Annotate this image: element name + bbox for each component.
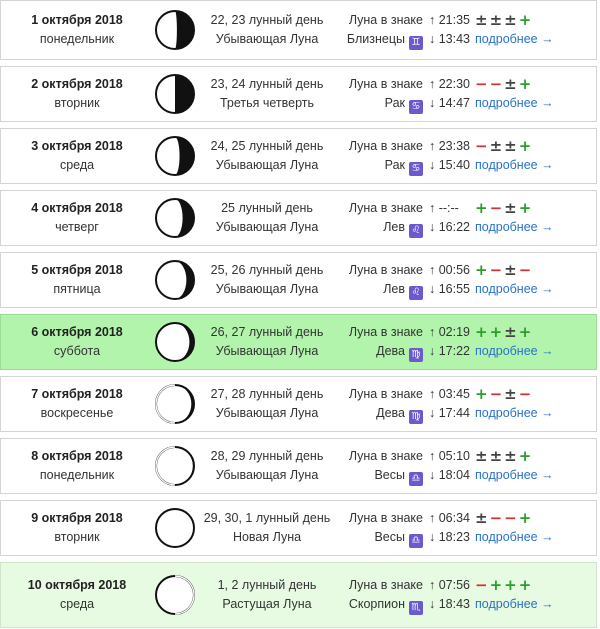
rating-mark: ±: [475, 509, 490, 527]
weekday-label: понедельник: [39, 468, 115, 482]
rating-mark: +: [475, 199, 490, 217]
day-row: [0, 562, 597, 628]
zodiac-sign-label: Дева: [376, 405, 405, 420]
last-quarter-icon: [151, 67, 199, 121]
rating-mark: −: [475, 137, 490, 155]
lunar-day-label: 25 лунный день: [221, 201, 313, 215]
lunar-day-cell: [201, 191, 333, 245]
rating-mark: −: [475, 576, 490, 594]
more-link[interactable]: подробнее →: [475, 282, 554, 296]
rating-mark: ±: [504, 447, 519, 465]
weekday-label: среда: [59, 597, 95, 611]
waning-crescent-icon: [151, 253, 199, 307]
rating-mark: ±: [504, 11, 519, 29]
more-link[interactable]: подробнее →: [475, 530, 554, 544]
date-cell: [1, 1, 153, 59]
moon-phase-label: Убывающая Луна: [215, 468, 319, 482]
moonset-time: ↓ 13:43: [429, 32, 471, 46]
ratings-cell: [475, 501, 595, 555]
waning-crescent-icon: [151, 439, 199, 493]
rating-mark: ±: [504, 137, 519, 155]
moon-phase-label: Третья четверть: [219, 96, 315, 110]
sign-prefix-label: Луна в знаке: [348, 510, 423, 525]
sign-prefix-label: Луна в знаке: [348, 324, 423, 339]
moonset-time: ↓ 16:55: [429, 282, 471, 296]
rating-mark: +: [518, 509, 534, 527]
rating-mark: −: [489, 385, 505, 403]
rise-set-cell: [429, 191, 471, 245]
date-label: 7 октября 2018: [31, 387, 123, 401]
day-row: [0, 252, 597, 308]
rating-mark: +: [518, 11, 534, 29]
lunar-day-cell: [201, 129, 333, 183]
zodiac-sign-label: Весы: [374, 529, 405, 544]
rating-mark: ±: [504, 75, 519, 93]
more-link[interactable]: подробнее →: [475, 32, 554, 46]
lunar-day-cell: [201, 501, 333, 555]
moon-phase-label: Убывающая Луна: [215, 32, 319, 46]
moon-phase-label: Новая Луна: [232, 530, 302, 544]
weekday-label: вторник: [54, 96, 100, 110]
rating-marks: [475, 199, 595, 218]
waxing-crescent-icon: [151, 563, 199, 627]
date-label: 6 октября 2018: [31, 325, 123, 339]
date-label: 2 октября 2018: [31, 77, 123, 91]
rating-marks: [475, 447, 595, 466]
moonset-time: ↓ 14:47: [429, 96, 471, 110]
weekday-label: суббота: [53, 344, 101, 358]
rating-mark: ±: [504, 261, 519, 279]
sign-prefix-label: Луна в знаке: [348, 12, 423, 27]
zodiac-cell: [335, 377, 423, 431]
date-cell: [1, 129, 153, 183]
rating-mark: +: [518, 323, 534, 341]
rise-set-cell: [429, 501, 471, 555]
weekday-label: среда: [59, 158, 95, 172]
moonrise-time: ↑ 05:10: [429, 449, 471, 463]
day-row: [0, 314, 597, 370]
weekday-label: четверг: [55, 220, 99, 234]
date-label: 10 октября 2018: [27, 578, 127, 592]
weekday-label: понедельник: [39, 32, 115, 46]
rating-mark: −: [504, 509, 519, 527]
moonset-time: ↓ 15:40: [429, 158, 471, 172]
rating-marks: [475, 261, 595, 280]
lunar-day-label: 25, 26 лунный день: [210, 263, 324, 277]
moonrise-time: ↑ 22:30: [429, 77, 471, 91]
virgo-icon: ♍: [409, 410, 423, 424]
rise-set-cell: [429, 67, 471, 121]
lunar-day-label: 29, 30, 1 лунный день: [203, 511, 331, 525]
rating-mark: +: [518, 576, 534, 594]
rating-mark: +: [518, 137, 534, 155]
zodiac-cell: [335, 563, 423, 627]
lunar-day-cell: [201, 563, 333, 627]
more-link[interactable]: подробнее →: [475, 96, 554, 110]
moonrise-time: ↑ 21:35: [429, 13, 471, 27]
more-link[interactable]: подробнее →: [475, 406, 554, 420]
more-link[interactable]: подробнее →: [475, 220, 554, 234]
rating-marks: [475, 75, 595, 94]
sign-prefix-label: Луна в знаке: [348, 448, 423, 463]
waning-gibbous-icon: [151, 1, 199, 59]
day-row: [0, 500, 597, 556]
rating-marks: [475, 323, 595, 342]
lunar-day-label: 23, 24 лунный день: [210, 77, 324, 91]
rating-marks: [475, 137, 595, 156]
rating-mark: −: [518, 385, 534, 403]
rise-set-cell: [429, 315, 471, 369]
rating-mark: ±: [489, 11, 505, 29]
zodiac-cell: [335, 253, 423, 307]
rating-mark: −: [489, 509, 505, 527]
moonrise-time: ↑ 06:34: [429, 511, 471, 525]
moonrise-time: ↑ --:--: [429, 201, 459, 215]
day-row: [0, 0, 597, 60]
day-row: [0, 190, 597, 246]
rating-mark: ±: [475, 11, 490, 29]
lunar-day-label: 27, 28 лунный день: [210, 387, 324, 401]
rating-mark: −: [475, 75, 490, 93]
sign-prefix-label: Луна в знаке: [348, 76, 423, 91]
lunar-day-cell: [201, 315, 333, 369]
ratings-cell: [475, 377, 595, 431]
leo-icon: ♌: [409, 286, 423, 300]
more-link[interactable]: подробнее →: [475, 468, 554, 482]
moonset-time: ↓ 18:23: [429, 530, 471, 544]
gemini-icon: ♊: [409, 36, 423, 50]
rating-marks: [475, 385, 595, 404]
moonset-time: ↓ 17:44: [429, 406, 471, 420]
moon-phase-label: Убывающая Луна: [215, 220, 319, 234]
lunar-day-label: 1, 2 лунный день: [217, 578, 317, 592]
lunar-day-cell: [201, 377, 333, 431]
rise-set-cell: [429, 253, 471, 307]
virgo-icon: ♍: [409, 348, 423, 362]
date-label: 9 октября 2018: [31, 511, 123, 525]
more-link[interactable]: подробнее →: [475, 158, 554, 172]
rating-marks: [475, 576, 595, 595]
sign-prefix-label: Луна в знаке: [348, 200, 423, 215]
day-row: [0, 66, 597, 122]
zodiac-cell: [335, 1, 423, 59]
rise-set-cell: [429, 439, 471, 493]
lunar-day-label: 28, 29 лунный день: [210, 449, 324, 463]
date-cell: [1, 563, 153, 627]
date-label: 8 октября 2018: [31, 449, 123, 463]
rating-mark: +: [475, 323, 490, 341]
day-row: [0, 128, 597, 184]
rating-mark: −: [489, 261, 505, 279]
ratings-cell: [475, 129, 595, 183]
ratings-cell: [475, 563, 595, 627]
lunar-day-cell: [201, 439, 333, 493]
rating-marks: [475, 11, 595, 30]
lunar-day-cell: [201, 253, 333, 307]
ratings-cell: [475, 67, 595, 121]
zodiac-sign-label: Лев: [383, 281, 405, 296]
more-link[interactable]: подробнее →: [475, 344, 554, 358]
leo-icon: ♌: [409, 224, 423, 238]
moonset-time: ↓ 17:22: [429, 344, 471, 358]
date-cell: [1, 253, 153, 307]
date-cell: [1, 439, 153, 493]
moon-phase-label: Растущая Луна: [222, 597, 312, 611]
rating-mark: +: [475, 261, 490, 279]
rating-mark: ±: [475, 447, 490, 465]
weekday-label: вторник: [54, 530, 100, 544]
zodiac-sign-label: Скорпион: [348, 596, 405, 611]
sign-prefix-label: Луна в знаке: [348, 262, 423, 277]
moonset-time: ↓ 18:04: [429, 468, 471, 482]
date-label: 3 октября 2018: [31, 139, 123, 153]
cancer-icon: ♋: [409, 100, 423, 114]
rating-mark: ±: [504, 323, 519, 341]
date-cell: [1, 315, 153, 369]
date-cell: [1, 67, 153, 121]
rating-mark: +: [518, 447, 534, 465]
rating-mark: +: [489, 576, 505, 594]
zodiac-sign-label: Дева: [376, 343, 405, 358]
more-link[interactable]: подробнее →: [475, 597, 554, 611]
cancer-icon: ♋: [409, 162, 423, 176]
moonrise-time: ↑ 00:56: [429, 263, 471, 277]
moon-phase-label: Убывающая Луна: [215, 344, 319, 358]
date-label: 5 октября 2018: [31, 263, 123, 277]
zodiac-sign-label: Рак: [384, 157, 405, 172]
moonrise-time: ↑ 07:56: [429, 578, 471, 592]
zodiac-sign-label: Рак: [384, 95, 405, 110]
waning-crescent-icon: [151, 191, 199, 245]
rating-mark: +: [489, 323, 505, 341]
libra-icon: ♎: [409, 472, 423, 486]
rating-mark: ±: [504, 199, 519, 217]
ratings-cell: [475, 439, 595, 493]
rise-set-cell: [429, 563, 471, 627]
day-row: [0, 376, 597, 432]
zodiac-cell: [335, 191, 423, 245]
ratings-cell: [475, 1, 595, 59]
date-label: 4 октября 2018: [31, 201, 123, 215]
moon-phase-label: Убывающая Луна: [215, 282, 319, 296]
zodiac-sign-label: Лев: [383, 219, 405, 234]
rating-mark: ±: [489, 447, 505, 465]
zodiac-cell: [335, 129, 423, 183]
rating-marks: [475, 509, 595, 528]
ratings-cell: [475, 191, 595, 245]
date-cell: [1, 377, 153, 431]
rating-mark: +: [504, 576, 519, 594]
scorpio-icon: ♏: [409, 601, 423, 615]
waning-crescent-icon: [151, 129, 199, 183]
lunar-day-label: 24, 25 лунный день: [210, 139, 324, 153]
zodiac-sign-label: Весы: [374, 467, 405, 482]
rating-mark: −: [518, 261, 534, 279]
moonrise-time: ↑ 23:38: [429, 139, 471, 153]
zodiac-cell: [335, 315, 423, 369]
zodiac-cell: [335, 501, 423, 555]
rating-mark: −: [489, 75, 505, 93]
new-moon-icon: [151, 501, 199, 555]
sign-prefix-label: Луна в знаке: [348, 577, 423, 592]
sign-prefix-label: Луна в знаке: [348, 138, 423, 153]
moon-phase-label: Убывающая Луна: [215, 406, 319, 420]
ratings-cell: [475, 315, 595, 369]
lunar-day-label: 22, 23 лунный день: [210, 13, 324, 27]
waning-crescent-icon: [151, 315, 199, 369]
moonset-time: ↓ 18:43: [429, 597, 471, 611]
moon-phase-label: Убывающая Луна: [215, 158, 319, 172]
rating-mark: +: [518, 75, 534, 93]
date-cell: [1, 501, 153, 555]
rating-mark: ±: [504, 385, 519, 403]
moonset-time: ↓ 16:22: [429, 220, 471, 234]
rise-set-cell: [429, 377, 471, 431]
waning-crescent-icon: [151, 377, 199, 431]
lunar-day-label: 26, 27 лунный день: [210, 325, 324, 339]
zodiac-cell: [335, 439, 423, 493]
day-row: [0, 438, 597, 494]
zodiac-cell: [335, 67, 423, 121]
rating-mark: ±: [489, 137, 505, 155]
sign-prefix-label: Луна в знаке: [348, 386, 423, 401]
rating-mark: +: [475, 385, 490, 403]
rise-set-cell: [429, 1, 471, 59]
ratings-cell: [475, 253, 595, 307]
rating-mark: −: [489, 199, 505, 217]
weekday-label: пятница: [53, 282, 101, 296]
rise-set-cell: [429, 129, 471, 183]
libra-icon: ♎: [409, 534, 423, 548]
date-cell: [1, 191, 153, 245]
weekday-label: воскресенье: [40, 406, 114, 420]
date-label: 1 октября 2018: [31, 13, 123, 27]
moonrise-time: ↑ 02:19: [429, 325, 471, 339]
rating-mark: +: [518, 199, 534, 217]
lunar-day-cell: [201, 1, 333, 59]
zodiac-sign-label: Близнецы: [346, 31, 405, 46]
moonrise-time: ↑ 03:45: [429, 387, 471, 401]
lunar-day-cell: [201, 67, 333, 121]
